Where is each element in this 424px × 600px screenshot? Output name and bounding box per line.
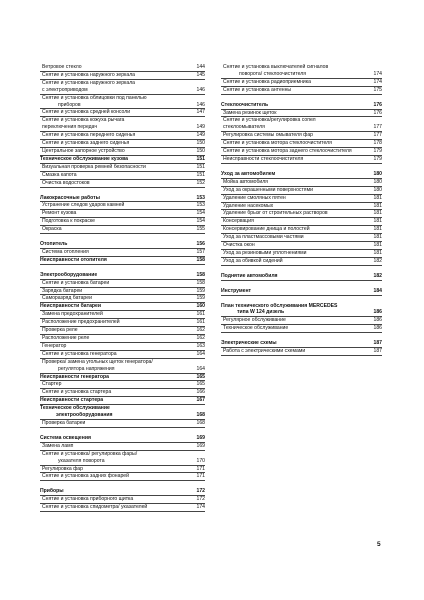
toc-entry-title: Снятие и установка/ регулировка фары/ xyxy=(42,450,138,457)
toc-entry-title: Отопитель xyxy=(40,241,68,248)
toc-entry-title: Снятие и установка стартера xyxy=(42,389,112,396)
toc-page-number: 181 xyxy=(373,210,382,217)
toc-entry-title: Расположение предохранителей xyxy=(42,319,120,326)
toc-entry[interactable] xyxy=(221,195,382,203)
toc-entry[interactable] xyxy=(221,250,382,258)
toc-page-number: 187 xyxy=(373,348,382,355)
toc-entry[interactable] xyxy=(221,64,382,79)
toc-page-number: 181 xyxy=(373,194,382,201)
toc-entry[interactable] xyxy=(221,132,382,140)
toc-entry-title: Удаление брызг от строительных растворов xyxy=(223,210,328,217)
toc-entry[interactable] xyxy=(40,117,205,132)
toc-entry-title: Приборы xyxy=(40,488,64,495)
toc-heading[interactable] xyxy=(40,397,205,405)
toc-entry-title: Снятие и установка радиоприемника xyxy=(223,78,311,85)
toc-entry[interactable] xyxy=(221,218,382,226)
toc-entry-title: Уход за резиновыми уплотнениями xyxy=(223,249,307,256)
toc-page-number: 164 xyxy=(196,350,205,357)
toc-section xyxy=(221,288,382,296)
toc-entry-title: Проверка реле xyxy=(42,327,78,334)
toc-page-number: 186 xyxy=(373,317,382,324)
toc-entry[interactable] xyxy=(221,325,382,333)
toc-page-number: 186 xyxy=(373,325,382,332)
toc-right-column xyxy=(221,64,382,356)
toc-entry-title: Снятие и установка генератора xyxy=(42,350,117,357)
toc-page-number: 168 xyxy=(196,419,205,426)
toc-entry-title: Зарядка батареи xyxy=(42,287,83,294)
toc-entry-title: Ремонт кузова xyxy=(42,210,77,217)
toc-page-number: 186 xyxy=(373,309,382,316)
toc-page-number: 150 xyxy=(196,140,205,147)
toc-page-number: 159 xyxy=(196,287,205,294)
toc-page-number: 166 xyxy=(196,389,205,396)
toc-page-number: 167 xyxy=(196,397,205,404)
toc-page-number: 150 xyxy=(196,147,205,154)
toc-entry[interactable] xyxy=(40,202,205,210)
toc-page-number: 164 xyxy=(196,365,205,372)
toc-entry[interactable] xyxy=(221,87,382,95)
toc-entry-title: Устранение следов ударов камней xyxy=(42,202,125,209)
toc-heading[interactable] xyxy=(40,272,205,280)
toc-page-number: 182 xyxy=(373,257,382,264)
toc-entry-title: Неисправности стартера xyxy=(40,397,104,404)
toc-entry[interactable] xyxy=(221,203,382,211)
toc-page-number: 168 xyxy=(196,412,205,419)
toc-entry[interactable] xyxy=(40,343,205,351)
toc-page-number: 171 xyxy=(196,465,205,472)
toc-entry-title: Снятие и установка/регулировка сопел xyxy=(223,117,316,124)
toc-page-number: 180 xyxy=(373,186,382,193)
toc-page-number: 162 xyxy=(196,335,205,341)
toc-page-number: 158 xyxy=(196,256,205,263)
toc-entry[interactable] xyxy=(40,95,205,110)
toc-heading[interactable] xyxy=(221,171,382,179)
toc-section xyxy=(40,488,205,512)
toc-heading[interactable] xyxy=(221,288,382,296)
toc-page-number: 174 xyxy=(373,78,382,85)
toc-entry-title: типа W 124 дизель xyxy=(237,309,285,316)
toc-page-number: 152 xyxy=(196,179,205,186)
toc-entry[interactable] xyxy=(40,351,205,359)
toc-entry[interactable] xyxy=(40,327,205,335)
toc-section xyxy=(221,303,382,334)
toc-page-number: 165 xyxy=(196,373,205,380)
toc-page-number: 182 xyxy=(373,272,382,279)
toc-section xyxy=(221,171,382,266)
toc-section xyxy=(40,435,205,481)
toc-entry-title: Регулярное обслуживание xyxy=(223,317,286,324)
toc-entry[interactable] xyxy=(40,109,205,117)
toc-entry[interactable] xyxy=(40,420,205,428)
toc-entry-title: Подготовка к покраске xyxy=(42,218,96,225)
toc-entry[interactable] xyxy=(40,210,205,218)
toc-page-number: 174 xyxy=(196,504,205,511)
toc-page-number: 169 xyxy=(196,434,205,441)
toc-page-number: 181 xyxy=(373,242,382,249)
toc-entry[interactable] xyxy=(221,210,382,218)
toc-entry[interactable] xyxy=(221,226,382,234)
toc-entry-title: Саморазряд батареи xyxy=(42,295,92,302)
toc-page-number: 153 xyxy=(196,202,205,209)
toc-entry-title: Уход за окрашенными поверхностями xyxy=(223,186,313,193)
toc-section xyxy=(40,272,205,428)
toc-entry-title: Снятие и установка задних фонарей xyxy=(42,473,129,480)
toc-page-number: 174 xyxy=(373,70,382,77)
toc-page-number: 181 xyxy=(373,249,382,256)
toc-entry[interactable] xyxy=(40,504,205,512)
toc-page-number: 161 xyxy=(196,311,205,318)
toc-entry[interactable] xyxy=(40,280,205,288)
toc-page-number: 159 xyxy=(196,295,205,302)
toc-page-number: 181 xyxy=(373,234,382,241)
toc-entry[interactable] xyxy=(40,140,205,148)
toc-entry-title: Снятие и установка средней консоли xyxy=(42,109,131,116)
toc-entry-title: Неисправности батареи xyxy=(40,303,102,310)
toc-entry-title: Техническое обслуживание xyxy=(40,405,110,412)
toc-entry[interactable] xyxy=(40,288,205,296)
toc-entry[interactable] xyxy=(221,348,382,356)
toc-entry[interactable] xyxy=(40,172,205,180)
toc-entry[interactable] xyxy=(40,466,205,474)
toc-section xyxy=(221,64,382,95)
toc-page-number: 145 xyxy=(196,71,205,78)
toc-entry[interactable] xyxy=(221,148,382,156)
toc-entry[interactable] xyxy=(221,242,382,250)
toc-heading[interactable] xyxy=(221,303,382,318)
toc-page-number: 187 xyxy=(373,340,382,347)
toc-entry-title: Электрические схемы xyxy=(221,340,277,347)
toc-entry-title: указателя поворота xyxy=(58,457,105,464)
toc-heading[interactable] xyxy=(40,303,205,311)
toc-page-number: 165 xyxy=(196,381,205,388)
toc-page-number: 157 xyxy=(196,248,205,255)
toc-page-number: 177 xyxy=(373,124,382,131)
toc-page-number: 155 xyxy=(196,226,205,233)
toc-entry[interactable] xyxy=(221,179,382,187)
toc-entry-title: переключения передач xyxy=(42,124,98,131)
toc-entry[interactable] xyxy=(40,164,205,172)
toc-entry-title: Инструмент xyxy=(221,287,252,294)
toc-entry[interactable] xyxy=(40,311,205,319)
toc-entry-title: Снятие и установка наружного зеркала xyxy=(42,71,136,78)
toc-entry[interactable] xyxy=(221,140,382,148)
toc-entry[interactable] xyxy=(40,218,205,226)
toc-page-number: 149 xyxy=(196,132,205,139)
toc-page-number: 181 xyxy=(373,218,382,225)
toc-entry-title: Замена предохранителей xyxy=(42,311,103,318)
toc-section xyxy=(40,195,205,235)
toc-page-number: 147 xyxy=(196,109,205,116)
toc-section xyxy=(221,273,382,281)
toc-entry-title: Неисправности отопителя xyxy=(40,256,107,263)
toc-entry-title: Работа с электрическими схемами xyxy=(223,348,306,355)
toc-section xyxy=(221,340,382,356)
toc-entry[interactable] xyxy=(40,249,205,257)
toc-entry-title: Очистка окон xyxy=(223,242,255,249)
toc-entry-title: Генератор xyxy=(42,342,67,349)
toc-heading[interactable] xyxy=(40,257,205,265)
toc-heading[interactable] xyxy=(40,156,205,164)
toc-heading[interactable] xyxy=(221,340,382,348)
toc-entry[interactable] xyxy=(221,187,382,195)
toc-entry-title: Центральное запорное устройство xyxy=(42,147,125,154)
toc-entry-title: Стартер xyxy=(42,381,62,388)
toc-page-number: 158 xyxy=(196,271,205,278)
toc-heading[interactable] xyxy=(40,241,205,249)
toc-entry-title: приборов xyxy=(58,101,81,108)
toc-entry-title: Неисправности генератора xyxy=(40,373,109,380)
toc-entry[interactable] xyxy=(221,117,382,132)
toc-entry[interactable] xyxy=(40,473,205,481)
toc-page-number: 158 xyxy=(196,279,205,286)
toc-entry-title: Регулировка фар xyxy=(42,465,83,472)
toc-entry-title: Снятие и установка наружного зеркала xyxy=(42,79,136,86)
toc-page-number: 175 xyxy=(373,86,382,93)
toc-heading[interactable] xyxy=(40,374,205,382)
toc-entry-title: Расположение реле xyxy=(42,335,90,341)
toc-entry-title: Неисправности стеклоочистителя xyxy=(223,155,304,162)
toc-entry[interactable] xyxy=(40,443,205,451)
toc-entry-title: Визуальная проверка ремней безопасности xyxy=(42,163,146,170)
toc-entry-title: Мойка автомобиля xyxy=(223,178,268,185)
toc-entry-title: Уход за автомобилем xyxy=(221,170,276,177)
toc-entry-title: регулятора напряжения xyxy=(58,365,115,372)
toc-entry-title: Система отопления xyxy=(42,248,89,255)
toc-left-column xyxy=(40,64,205,512)
toc-entry[interactable] xyxy=(221,110,382,118)
toc-entry-title: Снятие и установка переднего сиденья xyxy=(42,132,136,139)
toc-page-number: 170 xyxy=(196,457,205,464)
toc-entry-title: Техническое обслуживание xyxy=(223,325,289,332)
toc-page-number: 176 xyxy=(373,101,382,108)
toc-entry-title: Снятие и установка заднего сиденья xyxy=(42,140,130,147)
toc-entry-title: Снятие и установка кожуха рычага xyxy=(42,117,125,124)
toc-page-number: 146 xyxy=(196,101,205,108)
toc-page-number: 172 xyxy=(196,488,205,495)
toc-entry[interactable] xyxy=(40,226,205,234)
toc-section xyxy=(221,102,382,164)
toc-heading[interactable] xyxy=(40,435,205,443)
toc-page-number: 162 xyxy=(196,327,205,334)
toc-page-number: 154 xyxy=(196,218,205,225)
toc-page-number: 181 xyxy=(373,226,382,233)
toc-entry-title: с электроприводом xyxy=(42,86,88,93)
toc-entry-title: Поднятие автомобиля xyxy=(221,272,278,279)
toc-entry[interactable] xyxy=(40,72,205,80)
toc-entry-title: стеклоомывателя xyxy=(223,124,265,131)
toc-entry-title: Удаление насекомых xyxy=(223,202,274,209)
toc-section xyxy=(40,241,205,265)
toc-entry[interactable] xyxy=(40,335,205,343)
toc-entry[interactable] xyxy=(40,319,205,327)
toc-page-number: 156 xyxy=(196,241,205,248)
toc-entry-title: Снятие и установка облицовки под панелью xyxy=(42,94,147,101)
toc-entry-title: Снятие и установка мотора заднего стеклоочистителя xyxy=(223,148,352,155)
toc-entry-title: План технического обслуживания MERCEDES xyxy=(221,302,338,309)
toc-page-number: 180 xyxy=(373,178,382,185)
toc-entry-title: Уход за пластмассовыми частями xyxy=(223,234,304,241)
toc-page-number: 171 xyxy=(196,473,205,480)
toc-entry-title: Проверка батареи xyxy=(42,419,86,426)
toc-heading[interactable] xyxy=(40,405,205,420)
toc-entry[interactable] xyxy=(40,180,205,188)
toc-entry[interactable] xyxy=(40,389,205,397)
toc-page-number: 151 xyxy=(196,155,205,162)
toc-page-number: 177 xyxy=(373,132,382,139)
toc-section xyxy=(40,64,205,188)
toc-page-number: 160 xyxy=(196,303,205,310)
toc-entry[interactable] xyxy=(221,258,382,266)
toc-entry-title: Замена резинок щеток xyxy=(223,109,277,116)
toc-entry[interactable] xyxy=(221,234,382,242)
toc-entry-title: Регулировка системы омывателя фар xyxy=(223,132,314,139)
toc-entry-title: Удаление смоляных пятен xyxy=(223,194,286,201)
toc-entry-title: Снятие и установка мотора стеклоочистителя xyxy=(223,140,332,147)
toc-page-number: 144 xyxy=(196,64,205,70)
toc-entry-title: Снятие и установка выключателей сигналов xyxy=(223,64,329,70)
toc-entry[interactable] xyxy=(40,381,205,389)
toc-page-number: 163 xyxy=(196,342,205,349)
toc-entry-title: электрооборудования xyxy=(56,412,113,419)
toc-entry-title: Снятие и установка приборного щитка xyxy=(42,496,134,503)
toc-entry[interactable] xyxy=(221,317,382,325)
toc-page-number: 184 xyxy=(373,287,382,294)
toc-entry-title: Система освещения xyxy=(40,434,91,441)
toc-page-number: 151 xyxy=(196,171,205,178)
toc-page-number: 178 xyxy=(373,140,382,147)
toc-entry-title: Снятие и установка батареи xyxy=(42,279,110,286)
toc-entry-title: Лакокрасочные работы xyxy=(40,194,100,201)
toc-page-number: 149 xyxy=(196,124,205,131)
toc-entry-title: поворота/ стеклоочистителя xyxy=(239,70,306,77)
toc-page-number: 180 xyxy=(373,170,382,177)
toc-page-number: 154 xyxy=(196,210,205,217)
toc-entry[interactable] xyxy=(221,156,382,164)
toc-entry[interactable] xyxy=(40,451,205,466)
toc-entry-title: Замена ламп xyxy=(42,442,74,449)
toc-entry-title: Снятие и установка спидометра/ указателей xyxy=(42,504,148,511)
toc-entry-title: Ветровое стекло xyxy=(42,64,82,70)
toc-entry-title: Стеклоочиститель xyxy=(221,101,269,108)
toc-page-number: 151 xyxy=(196,163,205,170)
toc-entry-title: Снятие и установка антенны xyxy=(223,86,292,93)
toc-heading[interactable] xyxy=(221,273,382,281)
toc-entry-title: Электрооборудование xyxy=(40,271,98,278)
toc-entry-title: Техническое обслуживание кузова xyxy=(40,155,128,162)
toc-entry-title: Уход за обивкой сидений xyxy=(223,257,283,264)
toc-heading[interactable] xyxy=(221,102,382,110)
toc-heading[interactable] xyxy=(40,195,205,203)
toc-page-number: 146 xyxy=(196,86,205,93)
toc-page-number: 169 xyxy=(196,442,205,449)
toc-entry-title: Проверка/ замена угольных щеток генератора/ xyxy=(42,358,153,365)
toc-page-number: 161 xyxy=(196,319,205,326)
toc-entry[interactable] xyxy=(221,79,382,87)
toc-entry-title: Очистка водостоков xyxy=(42,179,90,186)
toc-entry[interactable] xyxy=(40,80,205,95)
toc-page-number: 179 xyxy=(373,148,382,155)
toc-entry-title: Смазка капота xyxy=(42,171,77,178)
toc-entry[interactable] xyxy=(40,64,205,72)
toc-page-number: 153 xyxy=(196,194,205,201)
toc-entry-title: Консервирование днища и полостей xyxy=(223,226,310,233)
toc-page-number: 181 xyxy=(373,202,382,209)
toc-page-number: 172 xyxy=(196,496,205,503)
toc-page-number: 176 xyxy=(373,109,382,116)
toc-entry-title: Консервация xyxy=(223,218,254,225)
toc-page-number: 179 xyxy=(373,155,382,162)
toc-entry[interactable] xyxy=(40,132,205,140)
page-number: 5 xyxy=(377,541,381,548)
toc-heading[interactable] xyxy=(40,488,205,496)
toc-entry[interactable] xyxy=(40,295,205,303)
toc-entry[interactable] xyxy=(40,359,205,374)
toc-entry[interactable] xyxy=(40,496,205,504)
toc-entry-title: Окраска xyxy=(42,226,62,233)
toc-entry[interactable] xyxy=(40,148,205,156)
